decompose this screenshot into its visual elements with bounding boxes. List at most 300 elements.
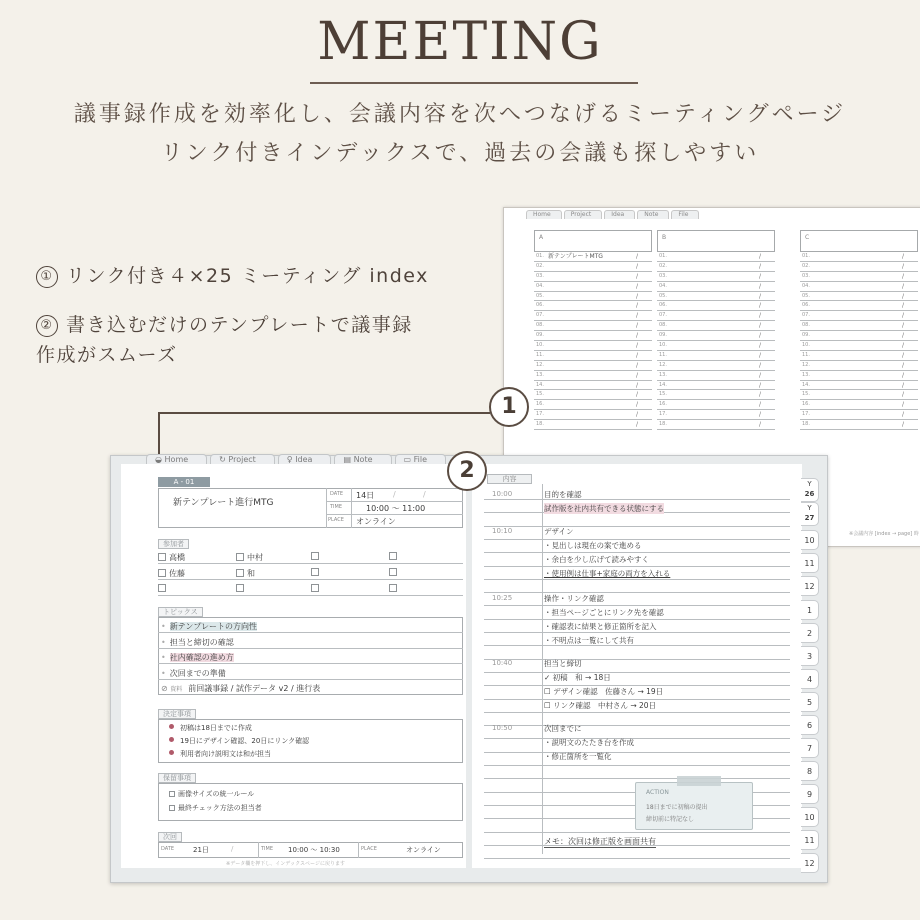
index-row-number: 13. — [536, 371, 544, 378]
block-line[interactable]: ・余白を少し広げて読みやすく — [544, 555, 649, 564]
index-row[interactable] — [534, 301, 652, 311]
index-row-number: 02. — [536, 262, 544, 269]
index-row[interactable] — [800, 252, 918, 262]
index-row[interactable] — [800, 420, 918, 430]
subtitle-line-1: 議事録作成を効率化し、会議内容を次へつなげるミーティングページ — [73, 102, 847, 127]
index-row[interactable] — [657, 321, 775, 331]
index-row-number: 10. — [536, 342, 544, 349]
index-row-number: 17. — [802, 411, 810, 418]
index-date-slash: / — [901, 342, 904, 350]
feature-number: ① — [36, 266, 58, 288]
month-tab[interactable]: 11 — [801, 830, 819, 850]
block-line[interactable]: 担当と締切 — [544, 659, 582, 668]
block-line[interactable]: ☐ リンク確認 中村さん → 20日 — [544, 701, 657, 710]
index-row[interactable] — [800, 390, 918, 400]
index-date-slash: / — [901, 411, 904, 419]
index-row-number: 03. — [659, 272, 667, 279]
block-line[interactable]: 試作版を社内共有できる状態にする — [544, 504, 664, 513]
index-row[interactable] — [534, 390, 652, 400]
ruled-line — [484, 858, 790, 859]
block-line[interactable]: 目的を確認 — [544, 490, 582, 499]
left-page — [121, 464, 466, 868]
index-column-header: A — [534, 230, 652, 252]
index-date-slash: / — [901, 361, 904, 369]
index-row[interactable] — [800, 321, 918, 331]
index-row[interactable] — [800, 292, 918, 302]
index-date-slash: / — [901, 391, 904, 399]
participant-empty[interactable] — [311, 552, 322, 561]
callout-leader — [158, 412, 490, 414]
decision-item[interactable]: 利用者向け説明文は和が担当 — [169, 749, 271, 759]
index-date-slash: / — [758, 342, 761, 350]
ruled-line — [484, 592, 790, 593]
tab-home[interactable]: Home — [526, 210, 562, 219]
ruled-line — [484, 832, 790, 833]
next-place-label: PLACE — [361, 846, 377, 852]
index-date-slash: / — [901, 351, 904, 359]
index-row[interactable] — [657, 371, 775, 381]
action-label: ACTION — [646, 789, 669, 796]
index-row[interactable] — [534, 351, 652, 361]
index-date-slash: / — [758, 332, 761, 340]
index-row-number: 12. — [802, 361, 810, 368]
participant[interactable]: 中村 — [236, 552, 263, 563]
index-date-slash: / — [758, 351, 761, 359]
index-entry[interactable]: 新テンプレートMTG — [548, 253, 603, 260]
index-row[interactable] — [657, 420, 775, 430]
index-row-number: 11. — [802, 351, 810, 358]
tab-home[interactable]: ◒ Home — [146, 454, 207, 465]
ruled-line — [484, 619, 790, 620]
topic-item[interactable]: • 次回までの準備 — [161, 669, 226, 678]
participant[interactable]: 佐藤 — [158, 568, 185, 579]
index-row-number: 02. — [659, 262, 667, 269]
index-row-number: 11. — [659, 351, 667, 358]
index-row[interactable] — [534, 341, 652, 351]
participant-empty[interactable] — [389, 568, 400, 577]
index-row-number: 06. — [659, 302, 667, 309]
index-row[interactable] — [657, 341, 775, 351]
index-row[interactable] — [657, 381, 775, 391]
place-value[interactable]: オンライン — [356, 517, 396, 526]
tab-note[interactable]: Note — [637, 210, 669, 219]
index-row-number: 17. — [659, 411, 667, 418]
index-row-number: 12. — [659, 361, 667, 368]
index-row[interactable] — [534, 311, 652, 321]
index-row-number: 01. — [802, 253, 810, 259]
index-row[interactable] — [800, 371, 918, 381]
ruled-line — [484, 778, 790, 779]
index-row[interactable] — [657, 390, 775, 400]
index-row[interactable] — [800, 341, 918, 351]
topics-label: トピックス — [158, 607, 203, 617]
decision-item[interactable]: 19日にデザイン確認、20日にリンク確認 — [169, 736, 309, 746]
participants-label: 参加者 — [158, 539, 189, 549]
index-row-number: 08. — [802, 322, 810, 329]
index-row-number: 08. — [659, 322, 667, 329]
participant[interactable]: 高橋 — [158, 552, 185, 563]
page-title: MEETING — [317, 12, 603, 72]
title-divider — [310, 82, 638, 84]
index-row[interactable] — [800, 262, 918, 272]
index-row-number: 10. — [802, 342, 810, 349]
index-row-number: 10. — [659, 342, 667, 349]
block-line[interactable]: 次回までに — [544, 724, 582, 733]
index-row-number: 18. — [659, 421, 667, 428]
index-column-c — [800, 230, 918, 430]
participant-empty[interactable] — [389, 584, 400, 593]
index-row[interactable] — [800, 381, 918, 391]
month-tab[interactable]: 6 — [801, 715, 819, 735]
ruled-line — [484, 765, 790, 766]
index-row[interactable] — [800, 361, 918, 371]
index-row[interactable] — [534, 282, 652, 292]
index-row[interactable] — [534, 252, 652, 262]
tab-project[interactable]: ↻ Project — [210, 454, 275, 465]
date-separator: / — [393, 490, 396, 499]
index-row[interactable] — [534, 420, 652, 430]
index-row-number: 06. — [802, 302, 810, 309]
index-date-slash: / — [635, 272, 638, 280]
feature-number: ② — [36, 315, 58, 337]
masking-tape — [677, 776, 721, 786]
index-row[interactable] — [657, 311, 775, 321]
index-row[interactable] — [534, 410, 652, 420]
index-row-number: 04. — [659, 282, 667, 289]
index-date-slash: / — [635, 302, 638, 310]
index-column-header: C — [800, 230, 918, 252]
subtitle-line-2: リンク付きインデックスで、過去の会議も探しやすい — [160, 141, 760, 166]
meeting-title[interactable]: 新テンプレート進行MTG — [173, 498, 274, 508]
topic-item[interactable]: • 社内確認の進め方 — [161, 653, 234, 662]
tab-file[interactable]: File — [671, 210, 699, 219]
ruled-line — [484, 725, 790, 726]
index-row-number: 14. — [659, 381, 667, 388]
index-date-slash: / — [635, 411, 638, 419]
index-date-slash: / — [635, 312, 638, 320]
index-row[interactable] — [534, 361, 652, 371]
index-row[interactable] — [657, 252, 775, 262]
index-row-number: 02. — [802, 262, 810, 269]
callout-1: 1 — [489, 387, 529, 427]
index-date-slash: / — [901, 262, 904, 270]
index-row-number: 03. — [536, 272, 544, 279]
block-line[interactable]: ・説明文のたたき台を作成 — [544, 738, 634, 747]
right-page — [472, 464, 802, 868]
note-icon: ▤ — [343, 455, 354, 464]
date-separator: / — [423, 490, 426, 499]
index-date-slash: / — [635, 262, 638, 270]
next-date[interactable]: 21日 — [193, 846, 209, 854]
tab-project[interactable]: Project — [564, 210, 603, 219]
ruled-line — [484, 645, 790, 646]
block-line[interactable]: ✓ 初稿 和 → 18日 — [544, 673, 611, 682]
idea-icon: ♀ — [286, 455, 296, 464]
time-value[interactable]: 10:00 ～ 11:00 — [366, 504, 426, 513]
index-date-slash: / — [635, 391, 638, 399]
block-line[interactable]: ・不明点は一覧にして共有 — [544, 636, 634, 645]
index-row-number: 09. — [659, 332, 667, 339]
block-time: 10:50 — [492, 724, 513, 732]
index-row-number: 16. — [802, 401, 810, 408]
index-row-number: 16. — [536, 401, 544, 408]
hold-item[interactable]: 最終チェック方法の担当者 — [169, 803, 262, 813]
index-row[interactable] — [534, 381, 652, 391]
participant-empty[interactable] — [389, 552, 400, 561]
month-tab[interactable]: 11 — [801, 553, 819, 573]
next-time[interactable]: 10:00 ～ 10:30 — [288, 846, 340, 854]
paperclip-icon: ⊘ — [161, 684, 171, 693]
month-tab[interactable]: 7 — [801, 738, 819, 758]
index-date-slash: / — [901, 371, 904, 379]
index-row-number: 15. — [802, 391, 810, 398]
index-row-number: 15. — [536, 391, 544, 398]
action-line: 18日までに初稿の提出 — [646, 804, 708, 811]
index-date-slash: / — [758, 302, 761, 310]
month-tab[interactable]: 4 — [801, 669, 819, 689]
index-date-slash: / — [758, 371, 761, 379]
index-date-slash: / — [635, 401, 638, 409]
index-row[interactable] — [657, 400, 775, 410]
next-date-label: DATE — [161, 846, 175, 852]
feature-2 — [36, 310, 413, 370]
participant-empty[interactable] — [158, 584, 169, 593]
index-date-slash: / — [758, 381, 761, 389]
month-tab[interactable]: 5 — [801, 692, 819, 712]
index-date-slash: / — [635, 421, 638, 429]
month-tab[interactable]: 10 — [801, 530, 819, 550]
block-time: 10:40 — [492, 659, 513, 667]
index-date-slash: / — [635, 351, 638, 359]
index-date-slash: / — [901, 272, 904, 280]
date-label: DATE — [330, 491, 344, 497]
index-row-number: 07. — [802, 312, 810, 319]
participant-empty[interactable] — [311, 584, 322, 593]
file-icon: ▭ — [403, 455, 414, 464]
month-tab[interactable]: 1 — [801, 600, 819, 620]
block-line[interactable]: ☐ デザイン確認 佐藤さん → 19日 — [544, 687, 664, 696]
home-icon: ◒ — [155, 455, 165, 464]
materials-row[interactable]: ⊘ 資料 前回議事録 / 試作データ v2 / 進行表 — [161, 684, 321, 693]
index-row[interactable] — [534, 272, 652, 282]
hold-label: 保留事項 — [158, 773, 196, 783]
month-tab[interactable]: 9 — [801, 784, 819, 804]
index-date-slash: / — [901, 302, 904, 310]
index-row-number: 12. — [536, 361, 544, 368]
ruled-line — [484, 712, 790, 713]
index-date-slash: / — [901, 332, 904, 340]
feature-text: リンク付き４×25 ミーティング index — [66, 265, 429, 287]
index-date-slash: / — [758, 401, 761, 409]
feature-1 — [36, 261, 429, 291]
index-tab-bar — [526, 210, 699, 219]
next-date-separator: / — [231, 845, 234, 853]
memo-line[interactable]: メモ：次回は修正版を画面共有 — [544, 837, 656, 846]
index-row[interactable] — [534, 331, 652, 341]
index-row-number: 14. — [536, 381, 544, 388]
index-row[interactable] — [657, 410, 775, 420]
index-row[interactable] — [657, 331, 775, 341]
block-line[interactable]: ・見出しは現在の案で進める — [544, 541, 642, 550]
participant-empty[interactable] — [236, 584, 247, 593]
index-date-slash: / — [901, 401, 904, 409]
year-tab-26[interactable]: Y 26 — [801, 478, 819, 502]
index-date-slash: / — [901, 421, 904, 429]
index-date-slash: / — [758, 262, 761, 270]
index-date-slash: / — [635, 332, 638, 340]
footnote: ※データ欄を押下し、インデックスページに戻ります — [226, 861, 345, 867]
tab-file[interactable]: ▭ File — [395, 454, 447, 465]
tab-idea[interactable]: Idea — [604, 210, 635, 219]
month-tab[interactable]: 3 — [801, 646, 819, 666]
index-row-number: 04. — [536, 282, 544, 289]
index-date-slash: / — [758, 421, 761, 429]
index-row[interactable] — [657, 282, 775, 292]
index-column-a — [534, 230, 652, 430]
index-row[interactable] — [657, 351, 775, 361]
month-tab[interactable]: 12 — [801, 576, 819, 596]
index-row-number: 13. — [802, 371, 810, 378]
index-date-slash: / — [635, 371, 638, 379]
index-row[interactable] — [534, 292, 652, 302]
month-tab[interactable]: 8 — [801, 761, 819, 781]
index-date-slash: / — [758, 322, 761, 330]
index-row[interactable] — [800, 311, 918, 321]
index-row-number: 09. — [802, 332, 810, 339]
tab-idea[interactable]: ♀ Idea — [278, 454, 332, 465]
block-line[interactable]: ・担当ページごとにリンク先を確認 — [544, 608, 664, 617]
index-date-slash: / — [635, 381, 638, 389]
index-date-slash: / — [758, 361, 761, 369]
action-note[interactable] — [635, 782, 753, 830]
index-row[interactable] — [534, 371, 652, 381]
month-tab[interactable]: 10 — [801, 807, 819, 827]
index-date-slash: / — [758, 292, 761, 300]
index-row[interactable] — [800, 351, 918, 361]
index-date-slash: / — [758, 272, 761, 280]
date-value[interactable]: 14日 — [356, 491, 375, 500]
content-label: 内容 — [487, 474, 532, 484]
project-icon: ↻ — [219, 455, 229, 464]
meeting-code[interactable]: A - 01 — [158, 477, 210, 487]
index-date-slash: / — [901, 292, 904, 300]
index-row-number: 04. — [802, 282, 810, 289]
block-line[interactable]: ・確認表に結果と修正箇所を記入 — [544, 622, 657, 631]
block-line[interactable]: ・修正箇所を一覧化 — [544, 752, 612, 761]
next-place[interactable]: オンライン — [406, 846, 441, 854]
topic-item[interactable]: • 新テンプレートの方向性 — [161, 622, 257, 631]
index-row[interactable] — [800, 301, 918, 311]
next-label: 次回 — [158, 832, 182, 842]
index-row-number: 18. — [802, 421, 810, 428]
index-row[interactable] — [800, 272, 918, 282]
ruled-line — [484, 752, 790, 753]
index-row[interactable] — [657, 361, 775, 371]
index-date-slash: / — [635, 322, 638, 330]
participant[interactable]: 和 — [236, 568, 255, 579]
index-row-number: 16. — [659, 401, 667, 408]
index-row-number: 17. — [536, 411, 544, 418]
index-row[interactable] — [534, 321, 652, 331]
index-date-slash: / — [901, 282, 904, 290]
action-line: 締切前に特記なし — [646, 816, 695, 823]
index-row[interactable] — [800, 400, 918, 410]
index-date-slash: / — [635, 292, 638, 300]
index-date-slash: / — [758, 391, 761, 399]
index-row-number: 05. — [659, 292, 667, 299]
index-row-number: 11. — [536, 351, 544, 358]
block-line[interactable]: デザイン — [544, 527, 574, 536]
participant-empty[interactable] — [311, 568, 322, 577]
index-date-slash: / — [901, 253, 904, 260]
block-time: 10:10 — [492, 527, 513, 535]
index-row-number: 07. — [659, 312, 667, 319]
index-row-number: 05. — [536, 292, 544, 299]
index-row-number: 01. — [536, 253, 544, 259]
index-row-number: 05. — [802, 292, 810, 299]
decisions-label: 決定事項 — [158, 709, 196, 719]
index-date-slash: / — [901, 381, 904, 389]
index-column-b — [657, 230, 775, 430]
meeting-planner — [110, 455, 828, 883]
ruled-line — [484, 632, 790, 633]
index-row[interactable] — [800, 282, 918, 292]
block-time: 10:00 — [492, 490, 513, 498]
ruled-line — [484, 499, 790, 500]
index-date-slash: / — [635, 282, 638, 290]
month-tab[interactable]: 2 — [801, 623, 819, 643]
index-row[interactable] — [800, 410, 918, 420]
ruled-line — [484, 672, 790, 673]
index-row-number: 06. — [536, 302, 544, 309]
index-row[interactable] — [534, 262, 652, 272]
decision-item[interactable]: 初稿は18日までに作成 — [169, 723, 252, 733]
time-label: TIME — [330, 504, 343, 510]
block-line[interactable]: ・使用例は仕事+家庭の両方を入れる — [544, 569, 671, 578]
ruled-line — [484, 566, 790, 567]
index-date-slash: / — [758, 282, 761, 290]
index-row[interactable] — [657, 301, 775, 311]
index-row-number: 18. — [536, 421, 544, 428]
index-date-slash: / — [758, 312, 761, 320]
tab-note[interactable]: ▤ Note — [334, 454, 391, 465]
index-row[interactable] — [657, 272, 775, 282]
block-time: 10:25 — [492, 594, 513, 602]
index-row[interactable] — [800, 331, 918, 341]
next-time-label: TIME — [261, 846, 274, 852]
index-row-number: 09. — [536, 332, 544, 339]
index-row[interactable] — [534, 400, 652, 410]
index-row-number: 07. — [536, 312, 544, 319]
callout-2: 2 — [447, 451, 487, 491]
index-row-number: 08. — [536, 322, 544, 329]
index-row[interactable] — [657, 262, 775, 272]
topic-item[interactable]: • 担当と締切の確認 — [161, 638, 234, 647]
index-column-header: B — [657, 230, 775, 252]
block-line[interactable]: 操作・リンク確認 — [544, 594, 604, 603]
index-row[interactable] — [657, 292, 775, 302]
index-date-slash: / — [901, 312, 904, 320]
index-row-number: 03. — [802, 272, 810, 279]
index-date-slash: / — [635, 342, 638, 350]
hold-item[interactable]: 画像サイズの統一ルール — [169, 789, 254, 799]
year-tab-27[interactable]: Y 27 — [801, 502, 819, 526]
place-label: PLACE — [328, 517, 344, 523]
index-row-number: 01. — [659, 253, 667, 259]
index-date-slash: / — [758, 411, 761, 419]
month-tab[interactable]: 12 — [801, 853, 819, 873]
index-footer: ※会議内容 [index → page] 時 — [849, 531, 919, 537]
